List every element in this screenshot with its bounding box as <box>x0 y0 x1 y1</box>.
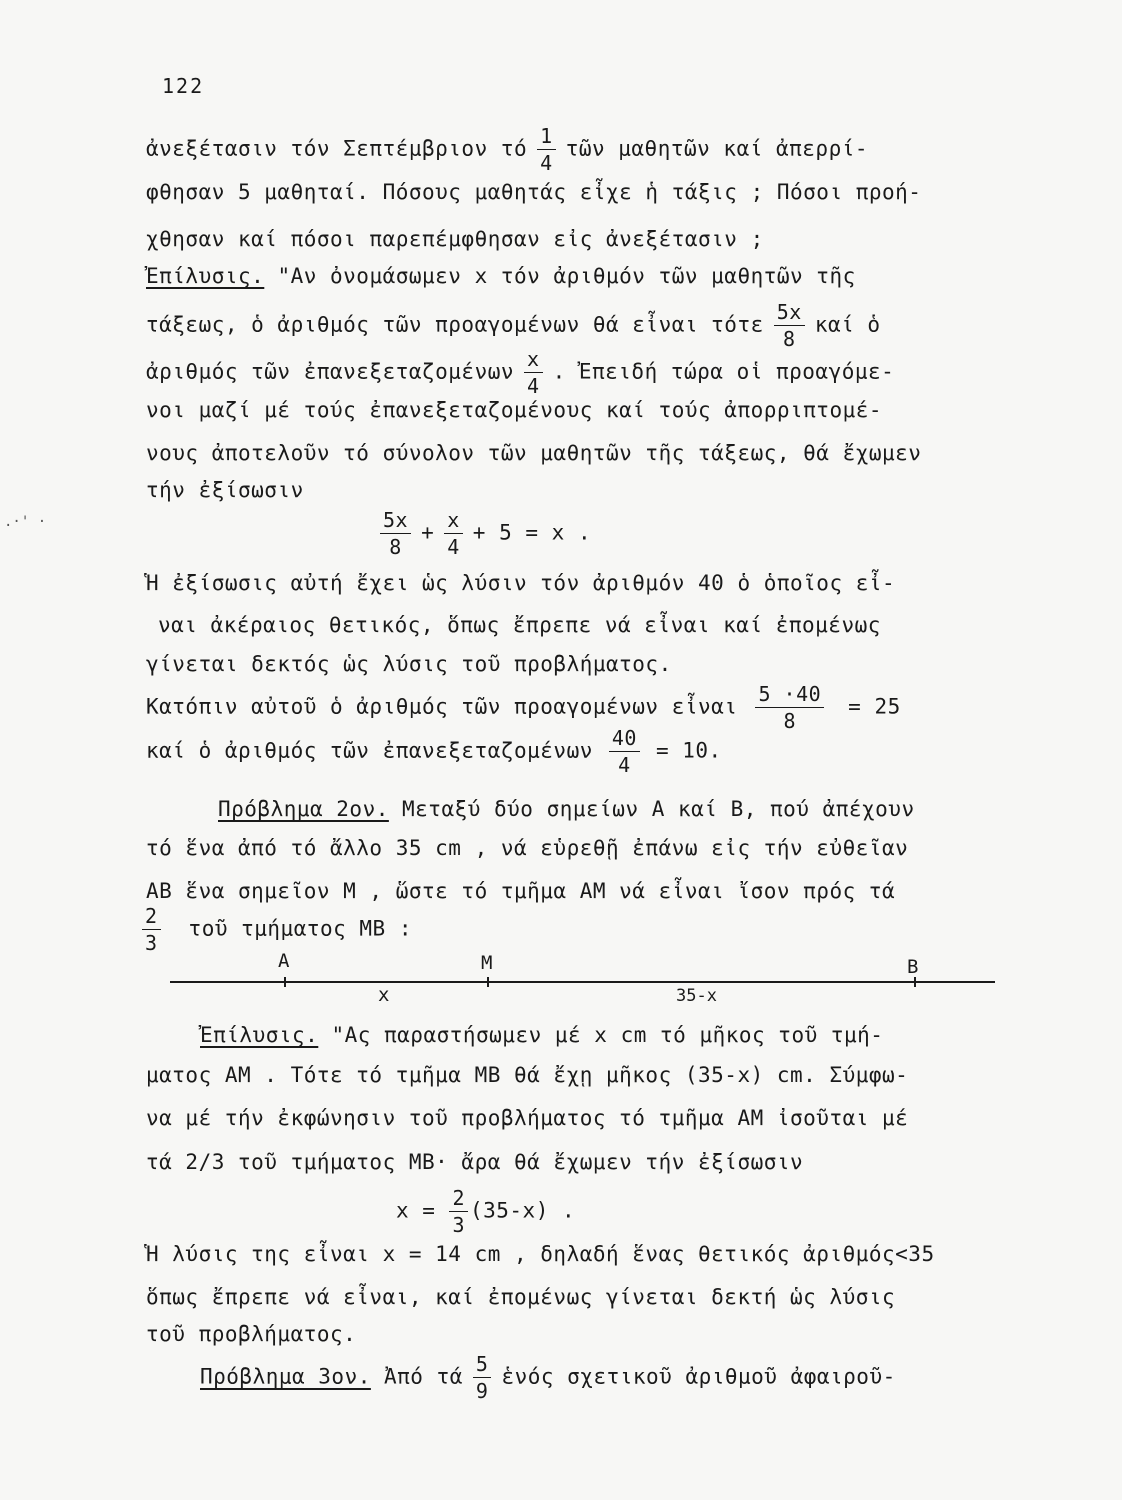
text-line <box>218 797 915 821</box>
fraction-denominator: 3 <box>142 929 161 955</box>
fraction <box>473 1352 492 1403</box>
segment-am-label: x <box>378 984 390 1006</box>
text-line: τοῦ προβλήματος. <box>146 1322 357 1346</box>
page-number: 122 <box>162 74 205 98</box>
text-segment: Ἀπό τά <box>370 1364 463 1389</box>
segment-diagram <box>170 950 1000 1010</box>
text-segment: (35-x) . <box>469 1198 576 1223</box>
text-segment: ἑνός σχετικοῦ ἀριθμοῦ ἀφαιροῦ- <box>501 1364 896 1389</box>
fraction-denominator: 4 <box>524 372 543 398</box>
problem-heading: Πρόβλημα 3ον. <box>200 1364 371 1389</box>
fraction <box>142 904 161 955</box>
equation <box>370 508 591 559</box>
text-line: νοι μαζί μέ τούς ἐπανεξεταζομένους καί τούς ἀπορριπτομέ- <box>146 398 883 422</box>
fraction-denominator: 4 <box>444 533 463 559</box>
fraction-numerator: x <box>447 508 460 532</box>
text-line: τά 2/3 τοῦ τμήματος ΜΒ· ἄρα θά ἔχωμεν τήν ἐξίσωσιν <box>146 1150 804 1174</box>
fraction-numerator: 1 <box>540 124 553 148</box>
equation <box>396 1186 575 1237</box>
text-segment: "Αν ὀνομάσωμεν x τόν ἀριθμόν τῶν μαθητῶν τῆς <box>264 264 856 288</box>
fraction <box>609 726 640 777</box>
point-b-label: B <box>907 956 919 978</box>
text-segment: . Ἐπειδή τώρα οἱ προαγόμε- <box>552 359 895 384</box>
fraction <box>380 508 411 559</box>
text-segment: Κατόπιν αὐτοῦ ὁ ἀριθμός τῶν προαγομένων εἶναι <box>146 694 738 719</box>
text-segment: ἀριθμός τῶν ἐπανεξεταζομένων <box>146 359 515 384</box>
text-line <box>146 124 868 175</box>
fraction-denominator: 4 <box>609 751 640 777</box>
fraction <box>774 300 805 351</box>
text-segment: τάξεως, ὁ ἀριθμός τῶν προαγομένων θά εἶναι τότε <box>146 312 764 337</box>
text-line: χθησαν καί πόσοι παρεπέμφθησαν εἰς ἀνεξέτασιν ; <box>146 227 764 251</box>
text-line <box>200 1023 883 1047</box>
text-segment: τοῦ τμήματος ΜΒ : <box>188 916 412 941</box>
fraction-numerator: 40 <box>611 726 637 750</box>
text-line: τό ἕνα ἀπό τό ἄλλο 35 cm , νά εὑρεθῇ ἐπάνω εἰς τήν εὐθεῖαν <box>146 836 909 860</box>
fraction <box>449 1186 468 1237</box>
text-line <box>200 1352 896 1403</box>
fraction-denominator: 8 <box>380 533 411 559</box>
fraction <box>537 124 556 175</box>
text-line: φθησαν 5 μαθηταί. Πόσους μαθητάς εἶχε ἡ τάξις ; Πόσοι προή- <box>146 180 922 204</box>
fraction-numerator: 5 ·40 <box>758 682 822 706</box>
text-segment: ἀνεξέτασιν τόν Σεπτέμβριον τό <box>146 136 528 161</box>
text-line: ματος ΑΜ . Τότε τό τμῆμα ΜΒ θά ἔχῃ μῆκος (35-x) cm. Σύμφω- <box>146 1063 909 1087</box>
text-segment: x = <box>396 1198 436 1223</box>
margin-mark: .·' · <box>4 514 47 530</box>
fraction-numerator: 2 <box>145 904 158 928</box>
text-line <box>146 264 856 288</box>
fraction-denominator: 8 <box>774 325 805 351</box>
fraction-numerator: x <box>527 347 540 371</box>
text-segment: "Ας παραστήσωμεν μέ x cm τό μῆκος τοῦ τμή- <box>318 1023 884 1047</box>
text-segment: καί ὁ ἀριθμός τῶν ἐπανεξεταζομένων <box>146 738 593 763</box>
text-segment: = 10. <box>655 738 722 763</box>
text-segment: Μεταξύ δύο σημείων Α καί Β, πού ἀπέχουν <box>388 797 915 821</box>
fraction-denominator: 4 <box>537 149 556 175</box>
text-line: Ἡ λύσις της εἶναι x = 14 cm , δηλαδή ἕνας θετικός ἀριθμός<35 <box>146 1242 935 1266</box>
text-line: Ἡ ἐξίσωσις αὐτή ἔχει ὡς λύσιν τόν ἀριθμόν 40 ὁ ὁποῖος εἶ- <box>146 571 896 595</box>
text-line: ΑΒ ἕνα σημεῖον Μ , ὥστε τό τμῆμα ΑΜ νά εἶναι ἴσον πρός τά <box>146 879 896 903</box>
text-line <box>146 300 881 351</box>
fraction-denominator: 9 <box>473 1377 492 1403</box>
section-heading: Ἐπίλυσις. <box>146 264 265 288</box>
fraction <box>524 347 543 398</box>
fraction-numerator: 5x <box>776 300 802 324</box>
text-segment: = 25 <box>848 694 901 719</box>
text-line: να μέ τήν ἐκφώνησιν τοῦ προβλήματος τό τμῆμα ΑΜ ἰσοῦται μέ <box>146 1106 909 1130</box>
text-line <box>146 726 722 777</box>
text-line: τήν ἐξίσωσιν <box>146 478 304 502</box>
fraction <box>444 508 463 559</box>
fraction-numerator: 5 <box>475 1352 489 1376</box>
segment-line <box>170 950 1000 1010</box>
fraction-numerator: 5x <box>383 508 409 532</box>
fraction-denominator: 8 <box>755 707 824 733</box>
text-line: γίνεται δεκτός ὡς λύσις τοῦ προβλήματος. <box>146 652 672 676</box>
text-line <box>140 904 412 955</box>
point-a-label: A <box>278 950 290 972</box>
text-line <box>146 347 894 398</box>
fraction-numerator: 2 <box>452 1186 465 1210</box>
section-heading: Ἐπίλυσις. <box>200 1023 319 1047</box>
fraction <box>755 682 824 733</box>
text-segment: καί ὁ <box>814 312 881 337</box>
text-line: ὅπως ἔπρεπε νά εἶναι, καί ἐπομένως γίνεται δεκτή ὡς λύσις <box>146 1285 896 1309</box>
text-segment: τῶν μαθητῶν καί ἀπερρί- <box>565 136 868 161</box>
point-m-label: M <box>481 952 493 974</box>
text-line: νους ἀποτελοῦν τό σύνολον τῶν μαθητῶν τῆς τάξεως, θά ἔχωμεν <box>146 441 922 465</box>
fraction-denominator: 3 <box>449 1211 468 1237</box>
text-segment: + <box>421 520 435 545</box>
text-line: ναι ἀκέραιος θετικός, ὅπως ἔπρεπε νά εἶναι καί ἐπομένως <box>158 613 881 637</box>
problem-heading: Πρόβλημα 2ον. <box>218 797 389 821</box>
segment-mb-label: 35-x <box>676 986 717 1006</box>
text-segment: + 5 = x . <box>472 520 592 545</box>
